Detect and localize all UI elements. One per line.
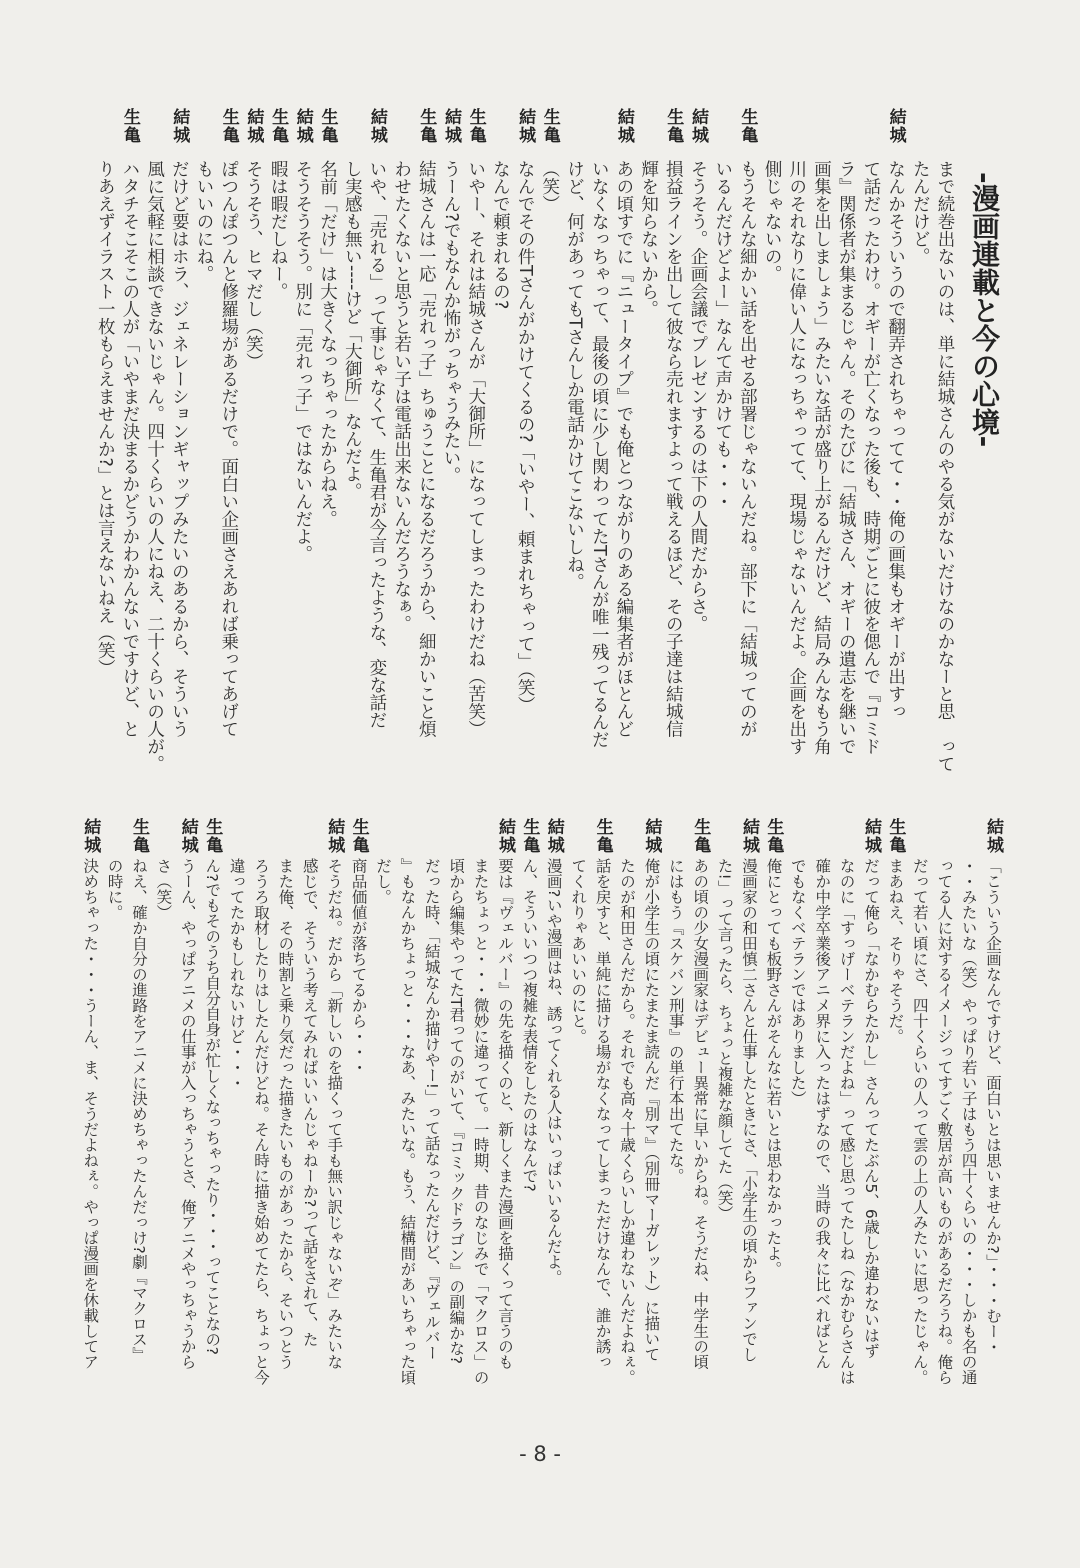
- speaker-label: 結城: [543, 818, 564, 854]
- section-title: -漫画連載と今の心境-: [968, 172, 1001, 448]
- dialogue-line: 「こういう企画なんですけど、面白いとは思いませんか?」・・・むー・: [984, 858, 1002, 1355]
- page-number: - 8 -: [519, 1442, 561, 1466]
- speaker-label: 生亀: [218, 108, 239, 144]
- speaker-label: 結城: [641, 818, 662, 854]
- dialogue-line: 名前「だけ」は大きくなっちゃったからねえ。: [317, 160, 338, 528]
- dialogue-line: いるんだけどよー」なんて声かけても・・・: [712, 160, 733, 510]
- dialogue-line: うーん?でもなんか怖がっちゃうみたい。: [441, 160, 461, 485]
- speaker-label: 結城: [366, 108, 387, 144]
- dialogue-line: なんで頼まれるの?: [490, 160, 511, 310]
- dialogue-line: だった時、「結城なんか描けやー!」って話なったんだけど、『ヴェルバー: [422, 858, 441, 1361]
- dialogue-line: 』もなんかちょっと・・・なあ、みたいな。もう、結構間があいちゃった頃: [398, 858, 417, 1385]
- dialogue-line: まあねえ、そりゃそうだ。: [886, 858, 905, 1044]
- speaker-label: 生亀: [519, 818, 540, 854]
- speaker-label: 生亀: [119, 108, 140, 144]
- speaker-label: 生亀: [465, 108, 486, 144]
- dialogue-line: 暇は暇だしねー。: [268, 160, 289, 300]
- dialogue-line: なんかそういうので翻弄されちゃってて・・俺の画集もオギーが出すっ: [885, 160, 906, 720]
- speaker-label: 結城: [169, 108, 190, 144]
- dialogue-line: そうそうそう。別に「売れっ子」ではないんだよ。: [292, 160, 313, 563]
- speaker-label: 結城: [983, 818, 1003, 854]
- dialogue-line: ぽつんぽつんと修羅場があるだけで。面白い企画さえあれば乗ってあげて: [218, 160, 239, 738]
- dialogue-line: だけど要はホラ、ジェネレーションギャップみたいのあるから、そういう: [169, 160, 190, 738]
- dialogue-line: また俺、その時割と乗り気だった描きたいものがあったから、そいつとう: [276, 858, 295, 1370]
- dialogue-line: でもなくベテランではありました）: [788, 858, 807, 1106]
- speaker-label: 結城: [292, 108, 313, 144]
- speaker-label: 生亀: [202, 818, 223, 854]
- dialogue-line: 漫画家の和田慎二さんと仕事したときにさ、「小学生の頃からファンでし: [740, 858, 758, 1362]
- dialogue-line: そうそう。企画会議でプレゼンするのは下の人間だからさ。: [688, 160, 708, 633]
- dialogue-line: にはもう『スケバン刑事』の単行本出てたな。: [666, 858, 685, 1184]
- dialogue-line: だって俺ら「なかむらたかし」さんってたぶん5、6歳しか違わないはず: [862, 858, 880, 1359]
- speaker-label: 結城: [243, 108, 264, 144]
- dialogue-line: りあえずイラスト一枚もらえませんか?」とは言えないねえ（笑）: [95, 160, 116, 677]
- dialogue-line: 確か中学卒業後アニメ界に入ったはずなので、当時の我々に比べればとん: [813, 858, 832, 1370]
- speaker-label: 結城: [495, 818, 515, 854]
- dialogue-line: そうそう、ヒマだし（笑）: [243, 160, 264, 370]
- dialogue-line: なのに「すっげーベテランだよね」って感じ思ってたしね（なかむらさんは: [837, 858, 856, 1385]
- speaker-label: 結城: [739, 818, 759, 854]
- dialogue-line: ん?でもそのうち自分自身が忙しくなっちゃったり・・・ってことなの?: [203, 858, 222, 1355]
- speaker-label: 生亀: [885, 818, 906, 854]
- dialogue-line: 側じゃないの。: [762, 160, 783, 283]
- speaker-label: 生亀: [690, 818, 711, 854]
- speaker-label: 生亀: [663, 108, 684, 144]
- speaker-label: 生亀: [592, 818, 613, 854]
- dialogue-line: そうだね。だから「新しいのを描くって手も無い訳じゃないぞ」みたいな: [325, 858, 344, 1370]
- speaker-label: 生亀: [539, 108, 560, 144]
- dialogue-line: の時に。: [105, 858, 124, 920]
- dialogue-line: 話を戻すと、単純に描ける場がなくなってしまっただけなんで、誰か誘っ: [593, 858, 612, 1370]
- speaker-label: 結城: [324, 818, 345, 854]
- speaker-label: 結城: [441, 108, 461, 144]
- dialogue-line: あの頃すでに『ニュータイプ』でも俺とつながりのある編集者がほとんど: [613, 160, 634, 738]
- dialogue-line: た!」って言ったら、ちょっと複雑な顔してた（笑）: [715, 858, 734, 1221]
- speaker-label: 生亀: [416, 108, 437, 144]
- dialogue-line: 俺にとっても板野さんがそんなに若いとは思わなかったよ。: [764, 858, 783, 1277]
- dialogue-line: ろうろ取材したりはしたんだけどね。そん時に描き始めてたら、ちょっと今: [252, 858, 270, 1385]
- dialogue-line: たんだけど。: [910, 160, 931, 265]
- dialogue-line: 輝を知らないから。: [638, 160, 659, 318]
- dialogue-line: 感じで、そういう考えてみればいいんじゃねーか?って話をされて、た: [300, 858, 319, 1347]
- dialogue-line: いや、「売れる」って事じゃなくて、生亀君が今言ったような、変な話だ: [366, 160, 387, 729]
- speaker-label: 生亀: [763, 818, 784, 854]
- dialogue-line: 損益ラインを出して彼なら売れますよって戦えるほど、その子達は結城信: [663, 160, 684, 738]
- dialogue-line: いやー、それは結城さんが「大御所」になってしまったわけだね（苦笑）: [465, 160, 486, 738]
- speaker-label: 結城: [80, 818, 101, 854]
- dialogue-line: またちょっと・・・微妙に違ってて。一時期、昔のなじみで「マクロス」の: [471, 858, 490, 1385]
- speaker-label: 生亀: [317, 108, 338, 144]
- dialogue-line: だって若い頃にさ、四十くらいの人って雲の上の人みたいに思ったじゃん。: [910, 858, 929, 1385]
- dialogue-line: 画集を出しましょう」みたいな話が盛り上がるんだけど、結局みんなもう角: [811, 160, 832, 755]
- dialogue-line: ん、そういいつつ複雑な表情をしたのはなんで?: [520, 858, 539, 1192]
- dialogue-line: 川のそれなりに偉い人になっちゃってて、現場じゃないんだよ。企画を出す: [786, 160, 807, 755]
- speaker-label: 結城: [861, 818, 881, 854]
- dialogue-line: もいいのにね。: [194, 160, 214, 283]
- dialogue-line: まで続巻出ないのは、単に結城さんのやる気がないだけなのかなーと思 って: [935, 160, 955, 773]
- speaker-label: 生亀: [129, 818, 149, 854]
- dialogue-line: 違ってたかもしれないけど・・・: [227, 858, 246, 1091]
- dialogue-line: わせたくないと思うと若い子は電話出来ないんだろうなぁ。: [391, 160, 412, 633]
- speaker-label: 生亀: [268, 108, 289, 144]
- dialogue-line: たのが和田さんだから。それでも高々十歳くらいしか違わないんだよねぇ。: [618, 858, 636, 1385]
- dialogue-line: ねえ、確か自分の進路をアニメに決めちゃったんだっけ?劇『マクロス』: [130, 858, 148, 1363]
- dialogue-line: なんでその件Tさんがかけてくるの?「いやー、頼まれちゃって」（笑）: [515, 160, 536, 714]
- dialogue-line: 結城さんは一応「売れっ子」ちゅうことになるだろうから、細かいこと煩: [416, 160, 437, 738]
- speaker-label: 結城: [688, 108, 708, 144]
- dialogue-line: 商品価値が落ちてるから・・・: [349, 858, 368, 1075]
- dialogue-line: 風に気軽に相談できないじゃん。四十くらいの人にねえ、二十くらいの人が。: [144, 160, 165, 773]
- dialogue-line: 要は『ヴェルバー』の先を描くのと、新しくまた漫画を描くって言うのも: [496, 858, 514, 1370]
- dialogue-line: て話だったわけ。オギーが亡くなった後も、時期ごとに彼を偲んで『コミド: [860, 160, 881, 755]
- dialogue-line: さ（笑）: [154, 858, 173, 920]
- dialogue-line: てくれりゃあいいのにと。: [569, 858, 588, 1044]
- speaker-label: 結城: [613, 108, 634, 144]
- dialogue-line: うーん、やっぱアニメの仕事が入っちゃうとさ、俺アニメやっちゃうから: [178, 858, 197, 1370]
- dialogue-line: だし。: [374, 858, 392, 905]
- dialogue-line: （笑）: [539, 160, 560, 213]
- speaker-label: 結城: [177, 818, 198, 854]
- dialogue-line: いなくなっちゃって、最後の頃に少し関わってたTさんが唯一残ってるんだ: [589, 160, 610, 749]
- speaker-label: 結城: [515, 108, 536, 144]
- speaker-label: 生亀: [737, 108, 758, 144]
- dialogue-line: し実感も無い----けど「大御所」なんだよ。: [342, 160, 363, 501]
- dialogue-line: ラ』関係者が集まるじゃん。そのたびに「結城さん、オギーの遺志を継いで: [836, 160, 857, 755]
- speaker-label: 生亀: [348, 818, 369, 854]
- dialogue-line: 漫画?いや漫画はね、誘ってくれる人はいっぱいいるんだよ。: [544, 858, 563, 1285]
- dialogue-line: 俺が小学生の頃にたまたま読んだ『別マ』（別冊マーガレット）に描いて: [642, 858, 661, 1362]
- speaker-label: 結城: [885, 108, 906, 144]
- dialogue-line: けど、何があってもTさんしか電話かけてこないしね。: [564, 160, 585, 591]
- dialogue-line: 決めちゃった・・・うーん、ま、そうだよねぇ。やっぱ漫画を休載してア: [81, 858, 100, 1370]
- dialogue-line: ・・みたいな（笑）やっぱり若い子はもう四十くらいの・・・しかも名の通: [959, 858, 978, 1385]
- dialogue-line: あの頃の少女漫画家はデビュー異常に早いからね。そうだね、中学生の頃: [691, 858, 710, 1370]
- dialogue-line: もうそんな細かい話を出せる部署じゃないんだね。部下に「結城ってのが: [737, 160, 758, 738]
- dialogue-line: 頃から編集やってたT君ってのがいて、『コミックドラゴン』の副編かな?: [447, 858, 466, 1364]
- dialogue-line: ハタチそこそこの人が「いやまだ決まるかどうかわかんないですけど、と: [119, 160, 140, 738]
- dialogue-line: ってる人に対するイメージってすごく敷居が高いものがあるだろうね。俺ら: [935, 858, 954, 1385]
